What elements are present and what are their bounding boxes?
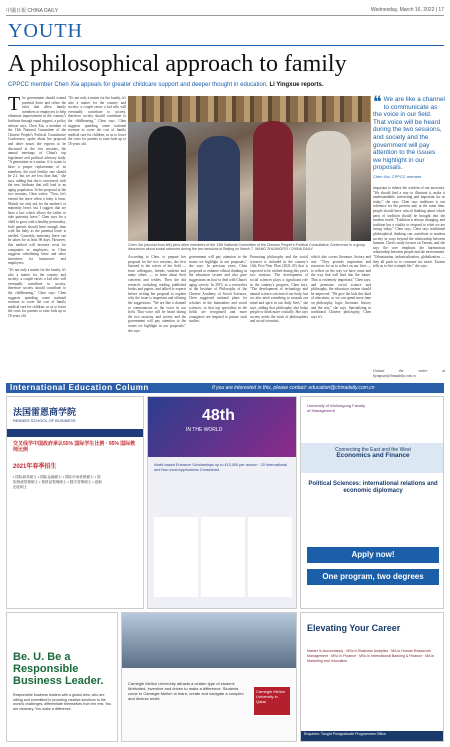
drop-cap: T: [8, 96, 21, 115]
hkbu-text: Responsible business leaders with a global view, who are willing and committed to providing creative solutions to the world's challenges, differentiate themselves from the rest. You are visionary. You make a difference.: [13, 693, 112, 711]
subhead-byline: Li Yingxue reports.: [269, 82, 324, 88]
person-silhouette-4: [306, 131, 351, 241]
birmingham-rank-sub: IN THE WORLD: [186, 427, 223, 433]
quote-mark-icon: ❝: [373, 94, 382, 111]
article-column-2: "It's not only a matter for the family, it's also a matter for the country and society: a couple raises a kid who will eventually contribute to society, therefore society should contribute to the childbearing," Chen says. Chen suggests spending some national revenue to cover the cost of family medical care for children, so as to lower the costs for parents to raise kids up to 18 years old.: [8, 268, 66, 318]
pull-quote-attribution: Chen Xia, CPPCC member: [373, 173, 422, 179]
lingnan-programs: Master in Accountancy · MSc in Business Analytics · MA in Human Resources Management · MSc in Finance · MSc in International Banking & Finance · MA in Marketing and Innovation: [307, 649, 435, 663]
column-1-text: he government should extend parental leave and refine the rules that allow family members or employers to help eliminate improvement in the country's birthrate through equal support, a policy adviser says. Chen Xia, a member of the 13th National Committee of the Chinese People's Political Consultative Conference, spoke about her proposal and other issues she expects to be discussed at the two sessions, the annual meetings of China's top legislature and political advisory body. "A generation or a nation, if it wants to have a proper replacement of its members, the total fertility rate should be 2.1, but we are less than that," she says, adding that she is concerned, with the new birthrate that will lead to an aging population. In her proposal at the two sessions, Chen writes: "Now, let's extend the leave when a baby is born. Mainly we only ask for the mother's or maternity leave, but I suggest that we have a law which allows the father to take paternity leave." Chen says for a child to grow with a healthy personality, both parents should have enough time with the baby as the parental leave is needed. Currently, maternity leave can be taken for at least 98 days. However, this method will increase costs for companies or employers, so Chen suggests subsidizing leave and other incentives for businesses and employees.: [8, 96, 66, 266]
birmingham-banner: [148, 397, 297, 457]
ad-birmingham[interactable]: [147, 396, 297, 609]
header-left: 中國日報 CHINA DAILY: [6, 8, 59, 14]
person-silhouette-1: [148, 126, 186, 241]
band-contact: If you are interested in this, please contact: education@chinadaily.com.cn: [212, 385, 375, 391]
bookshelf-shape: [128, 96, 371, 122]
one-program-two-degrees: One program, two degrees: [307, 569, 439, 585]
contact-line: Contact the writer at liyingxue@chinadaily.com.cn: [373, 369, 445, 378]
birmingham-boxes: [154, 517, 292, 597]
ad-rennes[interactable]: [6, 396, 144, 609]
apply-now-button[interactable]: Apply now!: [307, 547, 439, 563]
article-column-6: which also covers literature, history and arts. "They provide inspiration and resources for us to reflect on our lives — to reflect on the way we have come and the way that will lead into the future. That is extremely important," Chen says, and promotes social science and philosophy, the education system should be improved. "We give the kids this kind of education, so we can spend more time on philosophy, logic, literature, history and the arts," she says. Specializing in traditional Chinese philosophy, Chen says it's: [311, 255, 371, 319]
birmingham-rank: 48th: [202, 407, 235, 424]
hkbu-slogan: Be. U. Be a Responsible Business Leader.: [13, 651, 104, 687]
connect-line: Connecting the East and the West: [335, 447, 411, 453]
headline: A philosophical approach to family: [8, 51, 347, 77]
wollongong-name: University of Wollongong Faculty of Management: [307, 403, 366, 413]
person-silhouette-3: [253, 121, 293, 241]
rennes-year: 2021年春季招生: [13, 464, 57, 470]
section-title: YOUTH: [8, 20, 83, 42]
ad-lingnan[interactable]: [300, 612, 444, 742]
ad-wollongong[interactable]: [300, 396, 444, 609]
lingnan-footer: Enquiries: Taught Postgraduate Programmes Office: [301, 731, 444, 742]
cmu-text: Carnegie Mellon University attracts a certain type of student: Motivated, inventive and driven to make a difference. Students come to Carnegie Mellon to learn, create and navigate a complex and diverse world.: [128, 681, 244, 701]
article-column-3: According to Chen, to prepare her proposal for the two sessions, she first listened to the voices of her field — from colleagues, friends, students and many others — to learn about their concerns and wishes. Then she did research, including reading published books and papers, and talked to experts before writing her proposal to explain why the issue is important and offering her suggestions. "We are like a channel to communicate as the voice in our field. That voice will be heard during the two sessions, and society and the government will pay attention to the issues we highlight in our proposals," she says.: [128, 255, 186, 333]
article-column-5: Promoting philosophy and the social sciences is included in the country's 14th Five-Year Plan (2021-25) that is expected to be ratified during this year's two sessions. The development of social sciences plays a significant role in the country's progress, Chen says. "The development of technology and natural science can enrich our body, but we also need something to nourish our mind and spirit in our daily lives," she says, adding that philosophy also helps people to think more critically. She says society needs the work of philosophers and social scientists,: [250, 255, 308, 324]
rennes-strip: [7, 429, 144, 437]
group-photo: [128, 96, 371, 241]
pull-quote-text: We are like a channel to communicate as the voice in our field. That voice will be heard during the two sessions, and society and the government will pay attention to the issues we highlight in our proposals.: [373, 96, 445, 172]
rennes-headline: 交叉线学中国政府承认55% 国际学生比例 · 95% 国际教师比例: [13, 441, 136, 453]
wollongong-econ: [301, 443, 444, 473]
lingnan-title: Elevating Your Career: [307, 623, 401, 633]
birmingham-info: North-based Entrance Scholarships up to £10,000 per annum · 20 International and Non-local Applications Considered: [154, 463, 287, 472]
article-column-4: government will pay attention to the issues we highlight in our proposals," she says. In previous years, Chen proposed to enhance ethical thinking in the education system and also gave suggestions on how to deal with China's aging society. In 2019, as a researcher at the Institute of Philosophy of the Chinese Academy of Social Sciences, Chen suggested national plans for scholars in the humanities and social sciences, so that top specialists in the fields are recognized and more youngsters are inspired to pursue such studies.: [189, 255, 247, 324]
ad-cmu[interactable]: [121, 612, 297, 742]
rennes-name: RENNES SCHOOL OF BUSINESS: [13, 418, 76, 423]
econ-title: Economics and Finance: [336, 452, 410, 459]
rennes-logo: 法国雷恩商学院: [13, 407, 77, 417]
band-title: International Education Column: [10, 383, 149, 392]
person-silhouette-2: [198, 136, 240, 241]
section-rule: [8, 45, 444, 46]
pull-quote: [373, 96, 445, 179]
photo-caption: Chen Xia (second from left) joins other members of the 13th National Committee of the Chinese People's Political Consultative Conference in a group discussion about social sciences during the two sessions in Beijing on March 7. WANG ZHUANGFEI / CHINA DAILY: [128, 243, 366, 252]
education-column-band: [6, 383, 444, 393]
article-column-1: [8, 96, 66, 266]
rennes-programs: • 国际商务硕士 • 国际金融硕士 • 国际市场营销硕士 • 国际物流管理硕士 • 奢侈品管理硕士 • 数字营销硕士 • 创新创业硕士: [13, 475, 102, 489]
header-right: Wednesday, March 16, 2022 | 17: [370, 7, 444, 13]
ad-hkbu[interactable]: [6, 612, 118, 742]
article-column-7: important to inherit the wisdom of our ancestors. "We should find a way to illustrate it, make it understandable, interesting and important for us today," she says. Chen says traditions is our reference for the present and, at the same time, people should have critical thinking about which parts of tradition should be brought into the modern world. "Tradition is always changing, and tradition has a vitality to respond to what we are facing today," Chen says. Chen says traditional philosophical thinking can contribute to modern society in ways beyond the relationship between humans. Chen's study focuses on Taoism, and she says the core emphasis the harmonious relationship between people and the environment. "Urbanization, industrialization, globalization — they all push us to consume too much. Taoism tells us to live a simple life," she says.: [373, 186, 445, 269]
cmu-logo: Carnegie Mellon University in Qatar: [254, 687, 290, 715]
cmu-photo: [122, 613, 297, 668]
wollongong-pol: Political Sciences: international relations and economic diplomacy: [308, 481, 438, 494]
subhead: [8, 82, 444, 88]
page-header: [6, 4, 444, 16]
article-column-1b: "It's not only a matter for the family, it's also a matter for the country and society: a couple raises a kid who will eventually contribute to society, therefore society should contribute to the childbearing," Chen says. Chen suggests spending some national revenue to cover the cost of family medical care for children, so as to lower the costs for parents to raise kids up to 18 years old.: [68, 96, 126, 146]
subhead-text: CPPCC member Chen Xia appeals for greater childcare support and deeper thought in education,: [8, 82, 270, 88]
